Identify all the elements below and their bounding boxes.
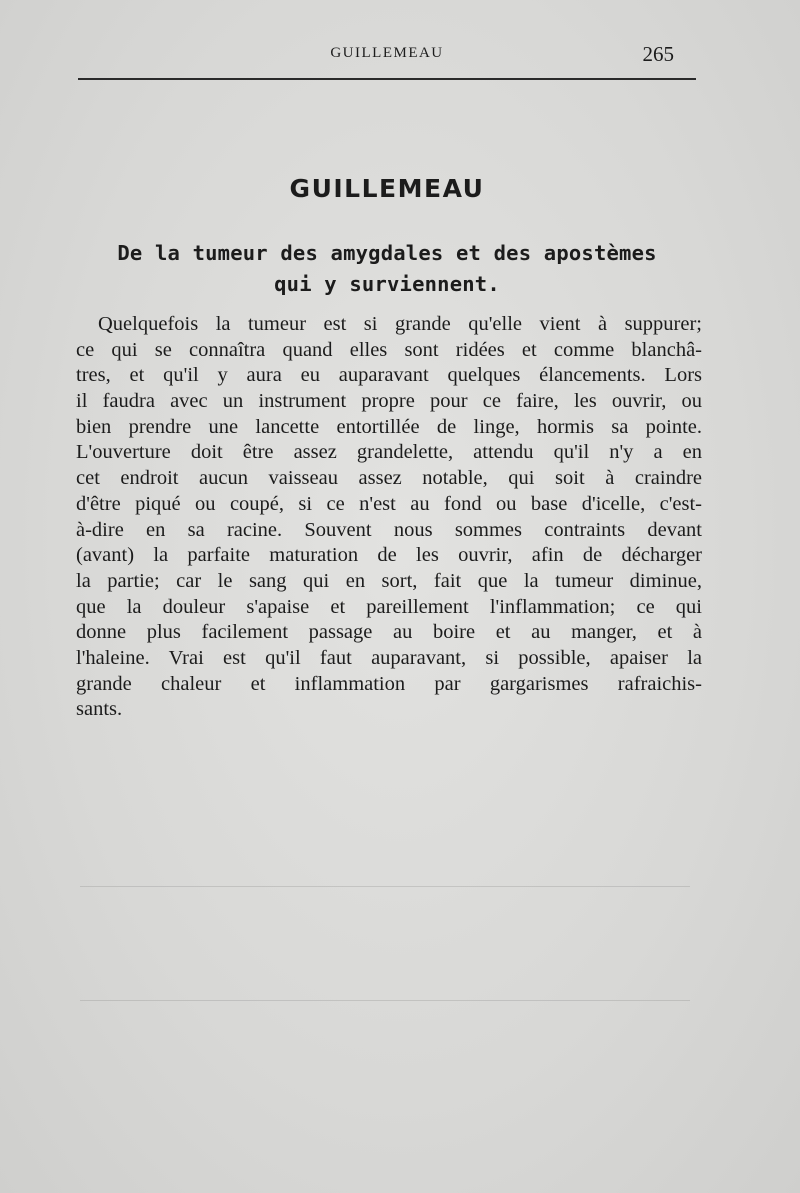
text-line: cet endroit aucun vaisseau assez notable, qui soit à craindre [76,467,702,490]
show-through-rule [80,886,690,887]
text-line: que la douleur s'apaise et pareillement l'inflammation; ce qui [76,595,702,618]
chapter-title: GUILLEMEAU [289,174,485,203]
text-line: tres, et qu'il y aura eu auparavant quelques élancements. Lors [76,364,702,387]
text-line: la partie; car le sang qui en sort, fait que la tumeur diminue, [76,569,702,592]
text-line: (avant) la parfaite maturation de les ouvrir, afin de décharger [76,544,702,567]
header-rule [78,78,696,80]
text-line: à-dire en sa racine. Souvent nous sommes contraints devant [76,518,702,541]
show-through-rule [80,1000,690,1001]
body-paragraph [76,312,702,723]
page-number: 265 [642,42,674,66]
running-head [78,42,696,66]
text-line: d'être piqué ou coupé, si ce n'est au fond ou base d'icelle, c'est- [76,492,702,515]
running-title: GUILLEMEAU [330,45,444,61]
section-title-line: qui y surviennent. [274,272,500,296]
section-title-line: De la tumeur des amygdales et des apostèmes [117,241,657,265]
text-line: il faudra avec un instrument propre pour ce faire, les ouvrir, ou [76,390,702,413]
text-line: sants. [76,698,123,721]
text-line: L'ouverture doit être assez grandelette, attendu qu'il n'y a en [76,441,702,464]
text-line: l'haleine. Vrai est qu'il faut auparavant, si possible, apaiser la [76,646,702,669]
text-line: grande chaleur et inflammation par gargarismes rafraichis- [76,672,702,695]
text-line: ce qui se connaîtra quand elles sont ridées et comme blanchâ- [76,338,702,361]
text-line: bien prendre une lancette entortillée de linge, hormis sa pointe. [76,415,702,438]
text-line: donne plus facilement passage au boire et au manger, et à [76,621,702,644]
text-line: Quelquefois la tumeur est si grande qu'elle vient à suppurer; [98,313,702,335]
section-title [78,238,696,300]
